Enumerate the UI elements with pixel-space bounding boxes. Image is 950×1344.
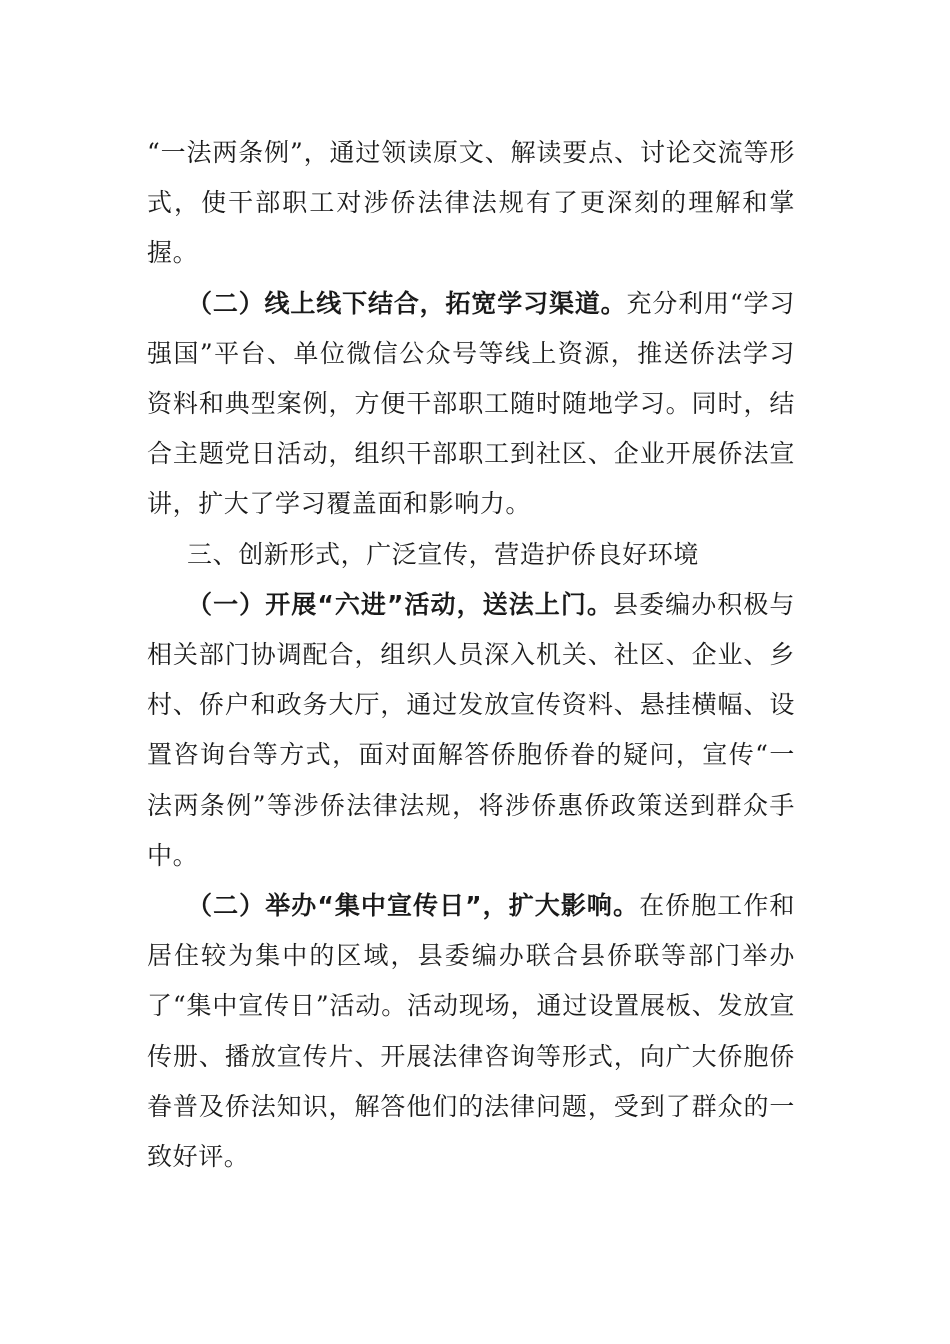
section-heading-text: 三、创新形式，广泛宣传，营造护侨良好环境	[187, 539, 700, 569]
paragraph-text: 在侨胞工作和居住较为集中的区域，县委编办联合县侨联等部门举办了“集中宣传日”活动。活动现场，通过设置展板、发放宣传册、播放宣传片、开展法律咨询等形式，向广大侨胞侨眷普及侨法知识，解答他们的法律问题，受到了群众的一致好评。	[147, 891, 795, 1172]
paragraph-publicity-day	[147, 881, 795, 1182]
paragraph-lead-heading: （一）开展“六进”活动，送法上门。	[187, 589, 613, 619]
paragraph-lead-heading: （二）举办“集中宣传日”，扩大影响。	[187, 891, 640, 921]
paragraph-online-offline	[147, 279, 795, 530]
document-body	[147, 128, 795, 1182]
section-heading	[147, 530, 795, 580]
paragraph-text: 县委编办积极与相关部门协调配合，组织人员深入机关、社区、企业、乡村、侨户和政务大厅，通过发放宣传资料、悬挂横幅、设置咨询台等方式，面对面解答侨胞侨眷的疑问，宣传“一法两条例”等涉侨法律法规，将涉侨惠侨政策送到群众手中。	[147, 589, 795, 870]
paragraph-text: 充分利用“学习强国”平台、单位微信公众号等线上资源，推送侨法学习资料和典型案例，方便干部职工随时随地学习。同时，结合主题党日活动，组织干部职工到社区、企业开展侨法宣讲，扩大了学习覆盖面和影响力。	[147, 288, 795, 519]
paragraph-lead-heading: （二）线上线下结合，拓宽学习渠道。	[187, 288, 627, 318]
paragraph-six-entries	[147, 580, 795, 881]
paragraph-text: “一法两条例”，通过领读原文、解读要点、讨论交流等形式，使干部职工对涉侨法律法规有了更深刻的理解和掌握。	[147, 138, 795, 268]
paragraph-continued	[147, 128, 795, 279]
